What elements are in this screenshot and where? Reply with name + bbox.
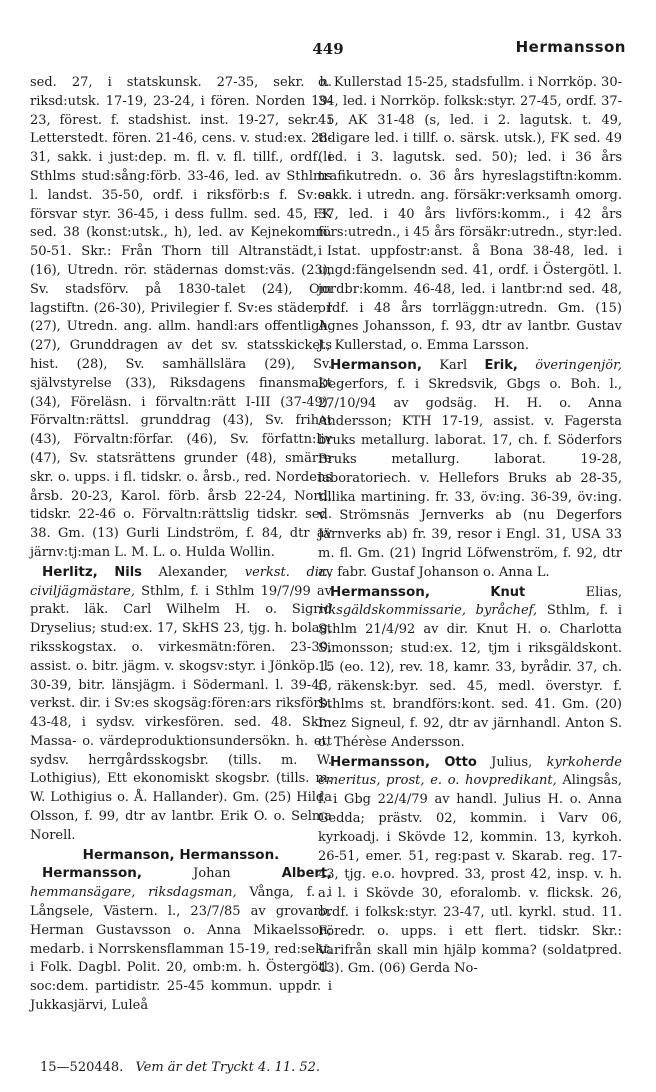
publication-title: Vem är det [135, 1060, 208, 1075]
entry-name-rest: Elias, [525, 584, 622, 600]
entry-body: Vånga, f. i Långsele, Västern. l., 23/7/85 av grovarb. Herman Gustavsson o. Anna Mikaelsson; medarb. i Norrskensflamman 15-19, red:sekr. i Folk. Dagbl. Polit. 20, omb:m. h. Östergötl. soc:dem. partidistr. 25-45 kommun. uppdr. i Jukkasjärvi, Luleå [30, 885, 332, 1014]
entry-surname: Herlitz, [42, 563, 98, 580]
entry-name-pre: Karl [421, 357, 485, 373]
entry-hermanson-erik [318, 356, 622, 583]
entry-hermansson-otto [318, 753, 622, 980]
page-number: 449 [312, 40, 344, 58]
entry-body: Sthlm, f. i Sthlm 21/4/92 av dir. Knut H. o. Charlotta Simonsson; stud:ex. 12, tjm i riksgäldskont. 15 (eo. 12), rev. 18, kamr. 33, byrådir. 37, ch. f. räkensk:byr. sed. 45, medl. överstyr. f. Sthlms st. brandförs:kont. sed. 41. Gm. (20) Inez Signeul, f. 92, dtr av järnhandl. Anton S. o. Thérèse Andersson. [318, 603, 623, 750]
print-code: 15—520448. [40, 1060, 124, 1075]
entry-herlitz-nils [30, 563, 332, 846]
entry-firstname: Erik, [484, 357, 518, 373]
entry-body: Degerfors, f. i Skredsvik, Gbgs o. Boh. l., 27/10/94 av godsäg. H. H. o. Anna Andersson; KTH 17-19, assist. v. Fagersta bruks metallurg. laborat. 17, ch. f. Söderfors Bruks metallurg. laborat. 19-28, laboratoriech. v. Hellefors Bruks ab 28-35, tillika martining. fr. 33, öv:ing. 36-39, öv:ing. v. Strömsnäs Jernverks ab (nu Degerfors Järnverks ab) fr. 39, resor i Engl. 31, USA 33 m. fl. Gm. (21) Ingrid Löfwenström, f. 92, dtr av fabr. Gustaf Johanson o. Anna L. [318, 376, 622, 580]
entry-title: kyrkoherde emeritus, prost, e. o. hovpredikant, [318, 754, 622, 789]
entry-firstname: Albert, [281, 866, 332, 882]
left-column [30, 74, 332, 1016]
entry-title: riksgäldskommissarie, byråchef, [318, 603, 538, 619]
right-column [318, 74, 622, 979]
entry-continuation: sed. 27, i statskunsk. 27-35, sekr. h. riksd:utsk. 17-19, 23-24, i fören. Norden 19-23, förest. f. stadshist. inst. 19-27, sekr. i Letterstedt. fören. 21-46, cens. v. stud:ex. 28-31, sakk. i just:dep. m. fl. v. fl. tillf., ordf. i Sthlms stud:sång:förb. 33-46, led. av Sthlms l. landst. 35-50, ordf. i riksförb:s f. Sv:es försvar styr. 36-45, i dess fullm. sed. 45, FK sed. 38 (konst:utsk., h), led. av Kejnekomm. 50-51. Skr.: Från Thorn till Altranstädt, I (16), Utredn. rör. städernas domst:väs. (23), Sv. stadsförv. på 1830-talet (24), Om lagstiftn. (26-30), Privilegier f. Sv:es städer, I (27), Utredn. ang. allm. handl:ars offentligh. (27), Grunddragen av det sv. statsskickets hist. (28), Sv. samhällslära (29), Sv. självstyrelse (33), Riksdagens finansmakt (34), Föreläsn. i förvaltn:rätt I-III (37-49), Förvaltn:rättsl. grunddrag (43), Sv. frihet (43), Förvaltn:förfar. (46), Sv. författn:liv (47), Sv. statsrättens grunder (48), smärre skr. o. upps. i fl. tidskr. o. årsb., red. Nordens årsb. 20-23, Karol. förb. årsb 22-24, Nord. tidskr. 22-46 o. Förvaltn:rättslig tidskr. sed. 38. Gm. (13) Gurli Lindström, f. 84, dtr av järnv:tj:man L. M. L. o. Hulda Wollin. [30, 75, 332, 560]
entry-firstname: Otto [444, 754, 477, 770]
entry-name-rest: Alexander, [141, 564, 245, 580]
entry-body: Sthlm, f. i Sthlm 19/7/99 av prakt. läk. Carl Wilhelm H. o. Sigrid Dryselius; stud:ex. 17, SkHS 23, tjg. h. bolag, riksskogstax. o. virkesmätn:fören. 23-30, assist. o. bitr. jägm. v. skogsv:styr. i Jönköp. l. 30-39, bitr. länsjägm. i Södermanl. l. 39-43, verkst. dir. i Sv:es skogsäg:fören:ars riksförb. 43-48, i sydsv. virkesfören. sed. 48. Skr.: Massa- o. värdeproduktionsundersökn. h. ett sydsv. herrgårdsskogsbr. (tills. m. W. Lothigius), Ett ekonomiskt skogsbr. (tills. m. W. Lothigius o. Å. Hallander). Gm. (25) Hilda Olsson, f. 99, dtr av lantbr. Erik O. o. Selma Norell. [30, 583, 332, 843]
page-footer [40, 1060, 320, 1075]
running-head: Hermansson [515, 38, 626, 56]
entry-name-rest: Julius, [476, 754, 547, 770]
entry-body: Alingsås, f. i Gbg 22/4/79 av handl. Julius H. o. Anna Gedda; prästv. 02, kommin. i Varv 06, kyrkoadj. i Skövde 12, kommin. 13, kyrkoh. 26-51, emer. 51, reg:past v. Skarab. reg. 17-43, tjg. e.o. hovpred. 33, prost 42, insp. v. h. a. l. i Skövde 30, eforalomb. v. flicksk. 26, ordf. i folksk:styr. 23-47, utl. kyrkl. stud. 11. Föredr. o. upps. i ett flert. tidskr. Skr.: Varifrån skall min hjälp komma? (soldatpred. 43). Gm. (06) Gerda No- [318, 773, 622, 977]
print-date: Tryckt 4. 11. 52. [211, 1060, 321, 1075]
entry-title: hemmansägare, riksdagsman, [30, 885, 237, 901]
entry-surname: Hermansson, [330, 753, 430, 770]
section-heading: Hermanson, Hermansson. [82, 846, 280, 863]
entry-title: överingenjör, [517, 357, 622, 373]
entry-hermansson-knut [318, 583, 622, 753]
entry-surname: Hermansson, [330, 583, 430, 600]
entry-surname: Hermanson, [330, 356, 422, 373]
entry-firstname: Nils [114, 564, 142, 580]
entry-hermansson-albert [30, 864, 332, 1015]
entry-firstname: Knut [490, 584, 526, 600]
entry-continuation: o. Kullerstad 15-25, stadsfullm. i Norrköp. 30-34, led. i Norrköp. folksk:styr. 27-45, ordf. 37-45, AK 31-48 (s, led. i 2. lagutsk. t. 49, tidigare led. i tillf. o. särsk. utsk.), FK sed. 49 (led. i 3. lagutsk. sed. 50); led. i 36 års trafikutredn. o. 36 års hyreslagstiftn:komm. sakk. i utredn. ang. försäkr:verksamh omorg. 37, led. i 40 års livförs:komm., i 42 års förs:utredn., i 45 års försäkr:utredn., styr:led. i stat. uppfostr:anst. å Bona 38-48, led. i ungd:fängelsendn sed. 41, ordf. i Östergötl. l. jordbr:komm. 46-48, led. i lantbr:nd sed. 48, ordf. i 48 års torrläggn:utredn. Gm. (15) Agnes Johansson, f. 93, dtr av lantbr. Gustav J., Kullerstad, o. Emma Larsson. [318, 75, 622, 354]
entry-surname: Hermansson, [42, 865, 142, 882]
entry-name-pre: Johan [141, 866, 282, 882]
entry-title: verkst. dir., civiljägmästare, [30, 564, 332, 599]
